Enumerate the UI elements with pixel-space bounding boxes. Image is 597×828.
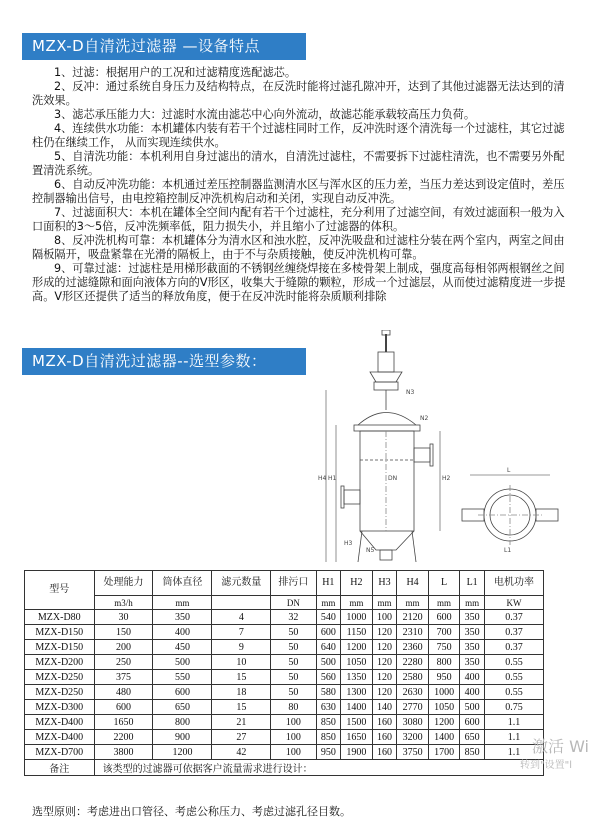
table-cell: 120: [372, 685, 397, 700]
table-cell: 900: [153, 730, 212, 745]
tank-body: [360, 431, 414, 531]
table-cell: 600: [153, 685, 212, 700]
table-cell: 50: [271, 625, 316, 640]
feature-item: 3、滤芯承压能力大：过滤时水流由滤芯中心向外流动，故滤芯能承载较高压力负荷。: [54, 108, 476, 121]
table-header-cell: 电机功率: [484, 571, 543, 596]
feature-item: 4、连续供水功能：本机罐体内装有若干个过滤柱同时工作，反冲洗时逐个清洗每一个过滤柱，其它过滤柱仍在继续工作， 从而实现连续供水。: [32, 122, 565, 149]
table-cell: 0.55: [484, 685, 543, 700]
table-cell: 120: [372, 655, 397, 670]
table-cell: MZX-D200: [25, 655, 95, 670]
table-cell: 800: [428, 655, 460, 670]
table-cell: 2280: [397, 655, 429, 670]
table-header-cell: 筒体直径: [153, 571, 212, 596]
table-cell: MZX-D150: [25, 640, 95, 655]
table-cell: 1000: [341, 610, 373, 625]
table-cell: 400: [460, 685, 485, 700]
table-unit-cell: m3/h: [94, 596, 153, 610]
table-cell: 1700: [428, 745, 460, 760]
table-cell: MZX-D250: [25, 685, 95, 700]
table-header-cell: H2: [341, 571, 373, 596]
table-cell: 375: [94, 670, 153, 685]
table-cell: 850: [316, 730, 341, 745]
label-h3: H3: [344, 540, 353, 547]
table-cell: 120: [372, 640, 397, 655]
table-cell: 160: [372, 730, 397, 745]
label-l: L: [507, 467, 511, 474]
table-cell: MZX-D300: [25, 700, 95, 715]
table-cell: 1400: [428, 730, 460, 745]
feature-item: 8、反冲洗机构可靠：本机罐体分为清水区和浊水腔，反冲洗吸盘和过滤柱分装在两个室内，两室之间由隔板隔开，吸盘紧靠在光滑的隔板上，由于不与杂质接触，使反冲洗机构可靠。: [32, 234, 565, 261]
table-cell: 0.75: [484, 700, 543, 715]
table-cell: 7: [212, 625, 271, 640]
table-cell: 0.55: [484, 655, 543, 670]
table-row: [25, 670, 544, 685]
table-cell: 150: [94, 625, 153, 640]
label-h4: H4: [318, 475, 327, 482]
table-cell: 100: [271, 730, 316, 745]
table-cell: 650: [460, 730, 485, 745]
table-cell: 200: [94, 640, 153, 655]
table-cell: 1900: [341, 745, 373, 760]
table-cell: MZX-D400: [25, 715, 95, 730]
feature-item: 5、自清洗功能：本机利用自身过滤出的清水，自清洗过滤柱，不需要拆下过滤柱清洗，也不需要另外配置清洗系统。: [32, 150, 565, 177]
plan-view: [462, 475, 558, 545]
table-header-cell: 型号: [25, 571, 95, 610]
table-cell: 15: [212, 670, 271, 685]
table-row: [25, 685, 544, 700]
table-note-row: [25, 760, 544, 776]
table-cell: 600: [94, 700, 153, 715]
table-cell: 42: [212, 745, 271, 760]
table-cell: 1200: [428, 715, 460, 730]
feature-item: 1、过滤：根据用户的工况和过滤精度选配滤芯。: [54, 66, 297, 79]
table-header-row: [25, 571, 544, 596]
table-cell: 480: [94, 685, 153, 700]
table-cell: 600: [428, 610, 460, 625]
table-unit-cell: mm: [428, 596, 460, 610]
table-cell: 100: [372, 610, 397, 625]
table-cell: 600: [460, 715, 485, 730]
feature-item: 7、过滤面积大：本机在罐体全空间内配有若干个过滤柱，充分利用了过滤空间，有效过滤面积一般为入口面积的3～5倍，反冲洗频率低，阻力损失小，并且缩小了过滤器的体积。: [32, 206, 565, 233]
table-unit-cell: KW: [484, 596, 543, 610]
table-cell: 450: [153, 640, 212, 655]
table-cell: 600: [316, 625, 341, 640]
table-unit-cell: mm: [341, 596, 373, 610]
table-unit-cell: mm: [397, 596, 429, 610]
table-cell: 1150: [341, 625, 373, 640]
table-cell: 120: [372, 625, 397, 640]
table-cell: 2580: [397, 670, 429, 685]
table-cell: 350: [460, 655, 485, 670]
table-cell: 400: [460, 670, 485, 685]
table-cell: 2630: [397, 685, 429, 700]
activation-watermark-hint: 转到"设置"l: [520, 760, 572, 771]
table-cell: 160: [372, 715, 397, 730]
feature-list: [32, 66, 572, 304]
table-cell: MZX-D250: [25, 670, 95, 685]
table-cell: 350: [460, 625, 485, 640]
table-cell: 1650: [341, 730, 373, 745]
section-title-features: MZX-D自清洗过滤器 —设备特点: [22, 33, 306, 60]
table-cell: 650: [153, 700, 212, 715]
top-flange: [354, 425, 420, 431]
table-cell: 3200: [397, 730, 429, 745]
selection-principle: 选型原则：考虑进出口管径、考虑公称压力、考虑过滤孔径目数。: [32, 805, 351, 818]
label-n5: N5: [366, 547, 375, 554]
table-cell: MZX-D150: [25, 625, 95, 640]
table-header-cell: L: [428, 571, 460, 596]
table-cell: MZX-D80: [25, 610, 95, 625]
table-cell: 400: [153, 625, 212, 640]
table-cell: 350: [460, 640, 485, 655]
table-cell: 1300: [341, 685, 373, 700]
table-row: [25, 655, 544, 670]
feature-item: 9、可靠过滤：过滤柱是用梯形截面的不锈钢丝缠绕焊接在多棱骨架上制成，强度高每相邻两根钢丝之间形成的过滤缝隙和面向液体方向的V形区，收集大于缝隙的颗粒，形成一个过滤层，从而使过滤精度进一步提高。V形区还提供了适当的释放角度，便于在反冲洗时能将杂质顺利排除: [32, 262, 566, 303]
table-cell: 500: [460, 700, 485, 715]
table-cell: 540: [316, 610, 341, 625]
table-header-cell: H4: [397, 571, 429, 596]
table-cell: 10: [212, 655, 271, 670]
label-n3: N3: [406, 389, 415, 396]
table-cell: MZX-D400: [25, 730, 95, 745]
label-h2: H2: [442, 475, 451, 482]
table-cell: 4: [212, 610, 271, 625]
table-cell: 1.1: [484, 715, 543, 730]
table-cell: 21: [212, 715, 271, 730]
table-cell: 1000: [428, 685, 460, 700]
table-cell: 80: [271, 700, 316, 715]
table-cell: 18: [212, 685, 271, 700]
table-cell: 1050: [428, 700, 460, 715]
filter-technical-drawing: [300, 330, 560, 565]
table-cell: MZX-D700: [25, 745, 95, 760]
table-cell: 580: [316, 685, 341, 700]
table-note-text: 该类型的过滤器可依据客户流量需求进行设计：: [94, 760, 543, 776]
table-cell: 630: [316, 700, 341, 715]
table-cell: 2120: [397, 610, 429, 625]
table-header-cell: L1: [460, 571, 485, 596]
table-row: [25, 700, 544, 715]
table-cell: 1.1: [484, 745, 543, 760]
table-cell: 550: [153, 670, 212, 685]
table-cell: 500: [153, 655, 212, 670]
table-header-cell: H1: [316, 571, 341, 596]
table-cell: 2200: [94, 730, 153, 745]
table-cell: 3800: [94, 745, 153, 760]
label-h1: H1: [328, 475, 337, 482]
tank-top-dome: [358, 413, 416, 426]
table-cell: 950: [428, 670, 460, 685]
table-unit-cell: [212, 596, 271, 610]
table-cell: 50: [271, 670, 316, 685]
table-cell: 1200: [153, 745, 212, 760]
table-cell: 2360: [397, 640, 429, 655]
table-row: [25, 715, 544, 730]
table-header-cell: 排污口: [271, 571, 316, 596]
spec-table: [24, 570, 544, 776]
table-header-cell: 处理能力: [94, 571, 153, 596]
table-unit-cell: mm: [460, 596, 485, 610]
table-cell: 2310: [397, 625, 429, 640]
table-cell: 160: [372, 745, 397, 760]
table-cell: 1050: [341, 655, 373, 670]
table-cell: 700: [428, 625, 460, 640]
table-cell: 1350: [341, 670, 373, 685]
table-cell: 50: [271, 640, 316, 655]
table-cell: 50: [271, 685, 316, 700]
table-unit-cell: mm: [316, 596, 341, 610]
table-cell: 850: [316, 715, 341, 730]
table-cell: 0.55: [484, 670, 543, 685]
table-cell: 850: [460, 745, 485, 760]
table-cell: 350: [460, 610, 485, 625]
table-cell: 3750: [397, 745, 429, 760]
table-unit-cell: DN: [271, 596, 316, 610]
table-cell: 32: [271, 610, 316, 625]
table-unit-row: [25, 596, 544, 610]
table-header-cell: 滤元数量: [212, 571, 271, 596]
table-cell: 1400: [341, 700, 373, 715]
table-cell: 350: [153, 610, 212, 625]
label-l1: L1: [504, 547, 512, 554]
table-cell: 50: [271, 655, 316, 670]
feature-item: 2、反冲：通过系统自身压力及结构特点，在反洗时能将过滤孔隙冲开，达到了其他过滤器无法达到的清洗效果。: [32, 80, 565, 107]
table-cell: 3080: [397, 715, 429, 730]
table-row: [25, 745, 544, 760]
table-cell: 1200: [341, 640, 373, 655]
activation-watermark: 激活 Wi: [532, 737, 590, 756]
table-row: [25, 625, 544, 640]
table-cell: 950: [316, 745, 341, 760]
table-cell: 640: [316, 640, 341, 655]
inlet-nozzle: [344, 490, 360, 504]
feature-item: 6、自动反冲洗功能：本机通过差压控制器监测清水区与浑水区的压力差，当压力差达到设定值时，差压控制器输出信号，由电控箱控制反冲洗机构启动和关闭，实现自动反冲洗。: [32, 178, 565, 205]
table-cell: 0.37: [484, 610, 543, 625]
table-cell: 100: [271, 745, 316, 760]
table-cell: 100: [271, 715, 316, 730]
table-row: [25, 610, 544, 625]
table-cell: 0.37: [484, 625, 543, 640]
table-cell: 0.37: [484, 640, 543, 655]
table-cell: 560: [316, 670, 341, 685]
drain-outlet: [380, 550, 392, 560]
table-cell: 1.1: [484, 730, 543, 745]
table-cell: 140: [372, 700, 397, 715]
table-note-label: 备注: [25, 760, 95, 776]
section-title-selection: MZX-D自清洗过滤器--选型参数：: [22, 348, 306, 375]
table-cell: 2770: [397, 700, 429, 715]
table-cell: 30: [94, 610, 153, 625]
table-header-cell: H3: [372, 571, 397, 596]
table-cell: 250: [94, 655, 153, 670]
table-cell: 120: [372, 670, 397, 685]
table-row: [25, 640, 544, 655]
table-cell: 1650: [94, 715, 153, 730]
table-cell: 800: [153, 715, 212, 730]
table-unit-cell: mm: [372, 596, 397, 610]
label-dn: DN: [388, 475, 398, 482]
outlet-nozzle: [414, 448, 430, 462]
table-cell: 27: [212, 730, 271, 745]
table-cell: 9: [212, 640, 271, 655]
table-cell: 15: [212, 700, 271, 715]
table-cell: 1500: [341, 715, 373, 730]
table-row: [25, 730, 544, 745]
motor-assembly: [370, 330, 402, 410]
table-cell: 500: [316, 655, 341, 670]
label-n2: N2: [420, 415, 429, 422]
table-unit-cell: mm: [153, 596, 212, 610]
table-cell: 750: [428, 640, 460, 655]
